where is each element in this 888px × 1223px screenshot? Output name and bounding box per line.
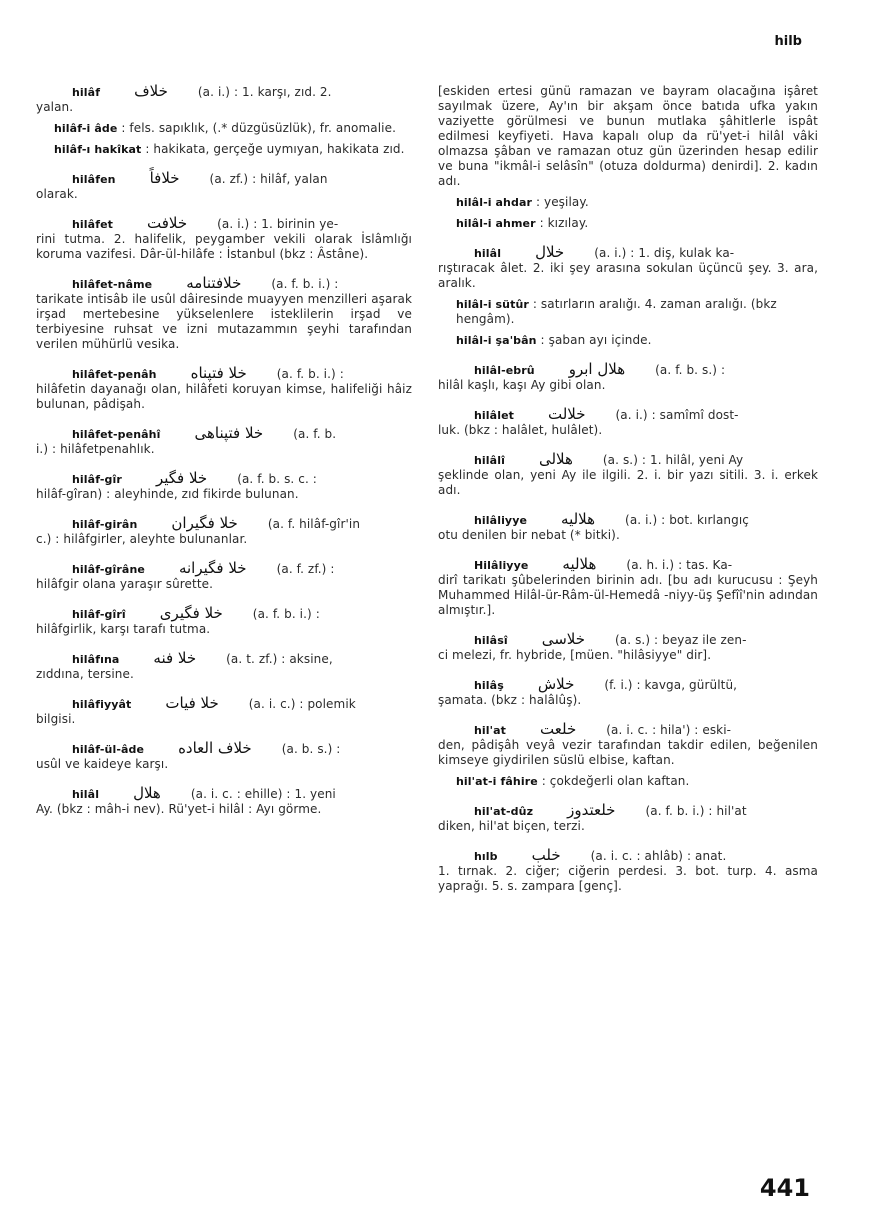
page-number: 441 [759,1174,810,1202]
entry-headword: hilâfet-penâhî [72,428,161,441]
sub-definition: : çokdeğerli olan kaftan. [541,774,690,788]
entry-definition: yalan. [36,100,74,114]
entry-definition: i.) : hilâfetpenahlık. [36,442,155,456]
sub-definition: : hakikata, gerçeğe uymıyan, hakikata zıd. [145,142,405,156]
entry-definition: usûl ve kaideye karşı. [36,757,169,771]
entry-grammar: (a. i.) : bot. kırlangıç [625,513,749,527]
entry-headword: Hilâliyye [474,559,529,572]
dictionary-entry [438,632,818,663]
entry-grammar: (a. h. i.) : tas. Ka- [626,558,733,572]
sub-headword: hilâl-i ahdar [456,196,533,209]
entry-arabic: هلاليه [562,555,597,573]
entry-headword: hil'at [474,724,507,737]
sub-headword: hilâf-ı hakîkat [54,143,142,156]
sub-entry [438,195,818,210]
sub-headword: hilâl-i şa'bân [456,334,537,347]
entry-arabic: هلال [133,784,161,802]
sub-definition: : kızılay. [539,216,589,230]
entry-grammar: (a. i. c. : ahlâb) : anat. [590,849,727,863]
entry-definition: hilâfgir olana yaraşır sûrette. [36,577,214,591]
entry-arabic: هلالی [538,450,573,468]
dictionary-entry [36,84,412,115]
dictionary-entry [36,471,412,502]
dictionary-entry [36,696,412,727]
entry-arabic: خلاف [134,82,168,100]
entry-headword: hilâfet-penâh [72,368,157,381]
entry-arabic: خلا فتپناه [190,364,247,382]
dictionary-entry [438,512,818,543]
entry-arabic: خلا فتپناهی [194,424,264,442]
dictionary-entry [36,216,412,262]
entry-arabic: خلعت [540,720,577,738]
dictionary-entry [36,426,412,457]
entry-definition: diken, hil'at biçen, terzi. [438,819,585,833]
dictionary-entry [36,741,412,772]
entry-definition: olarak. [36,187,78,201]
entry-headword: hilâl-ebrû [474,364,535,377]
entry-grammar: (a. t. zf.) : aksine, [226,652,333,666]
entry-arabic: خلا فگیرانه [178,559,247,577]
entry-arabic: هلال ابرو [568,360,626,378]
dictionary-entry [36,171,412,202]
entry-grammar: (a. i. c. : hila') : eski- [606,723,732,737]
entry-headword: hilâf-ül-âde [72,743,145,756]
entry-arabic: خلب [531,846,561,864]
entry-grammar: (a. i.) : 1. diş, kulak ka- [594,246,735,260]
entry-grammar: (a. i. c.) : polemik [248,697,356,711]
dictionary-entry [438,362,818,393]
right-column [438,84,818,908]
dictionary-entry [36,516,412,547]
entry-definition: Ay. (bkz : mâh-i nev). Rü'yet-i hilâl : Ayı görme. [36,802,322,816]
dictionary-entry [438,557,818,618]
entry-definition: 1. tırnak. 2. ciğer; ciğerin perdesi. 3. bot. turp. 4. asma yaprağı. 5. s. zampara [genç]. [438,864,818,893]
sub-headword: hilâl-i ahmer [456,217,536,230]
entry-headword: hilâf-gîr [72,473,122,486]
entry-arabic: خلال [535,243,565,261]
entry-headword: hilâfet [72,218,113,231]
dictionary-entry [438,677,818,708]
entry-grammar: (a. f. b. i.) : [276,367,344,381]
entry-headword: hilâlet [474,409,514,422]
dictionary-entry [36,786,412,817]
dictionary-entry [36,561,412,592]
entry-headword: hilâfiyyât [72,698,132,711]
entry-grammar: (a. i.) : 1. karşı, zıd. 2. [197,85,332,99]
sub-entry [36,142,412,157]
entry-grammar: (a. zf.) : hilâf, yalan [209,172,328,186]
entry-arabic: خلا فگیری [159,604,223,622]
entry-grammar: (f. i.) : kavga, gürültü, [604,678,738,692]
entry-grammar: (a. f. hilâf-gîr'in [267,517,361,531]
entry-arabic: خلعتدوز [567,801,616,819]
entry-grammar: (a. f. b. s.) : [655,363,726,377]
running-head: hilb [774,34,802,49]
entry-grammar: (a. i.) : samîmî dost- [615,408,739,422]
entry-definition: hilâl kaşlı, kaşı Ay gibi olan. [438,378,606,392]
entry-definition: den, pâdişâh veyâ vezir tarafından takdir edilen, beğenilen kimseye giydirilen süslü elbise, kaftan. [438,738,818,767]
sub-headword: hil'at-i fâhire [456,775,538,788]
dictionary-entry [438,245,818,291]
entry-headword: hilâf [72,86,101,99]
entry-arabic: خلاسی [541,630,586,648]
entry-grammar: (a. f. b. i.) : [252,607,320,621]
entry-arabic: خلافت [147,214,188,232]
sub-definition: : fels. sapıklık, (.* düzgüsüzlük), fr. anomalie. [121,121,396,135]
entry-definition: rıştıracak âlet. 2. iki şey arasına sokulan üçüncü şey. 3. ara, aralık. [438,261,818,290]
entry-headword: hilâfına [72,653,120,666]
dictionary-entry [438,407,818,438]
entry-grammar: (a. b. s.) : [281,742,341,756]
dictionary-entry [438,848,818,894]
entry-headword: hilâf-gîrâne [72,563,145,576]
entry-definition: tarikate intisâb ile usûl dâiresinde muayyen menzilleri aşarak irşad mertebesine yükselenlere isteklilerin irşad ve terbiyesine ruhsat ve izni mutazammın şeyhi tarafından verilen mühürlü vesika. [36,292,412,351]
sub-definition: : şaban ayı içinde. [540,333,652,347]
entry-headword: hilâf-girân [72,518,138,531]
entry-headword: hilâş [474,679,504,692]
sub-entry [438,333,818,348]
entry-definition: [eskiden ertesi günü ramazan ve bayram olacağına işâret sayılmak üzere, Ay'ın bir akşam önce batıda ufka yakın vaziyette görülmesi ve bunun mutlaka şâhitlerle ispât edilmesi keyfiyeti. Hava kapalı olup da rü'yet-i hilâl vâki olmazsa şâban ve ramazan otuz gün üzerinden hesap edilir ve buna "ikmâl-i selâsîn" (otuza doldurma) denirdi]. 2. kadın adı. [438,84,818,188]
entry-definition: zıddına, tersine. [36,667,134,681]
entry-definition: ci melezi, fr. hybride, [müen. "hilâsiyye" dir]. [438,648,712,662]
entry-arabic: هلاليه [561,510,596,528]
entry-continuation [438,84,818,189]
entry-definition: rini tutma. 2. halifelik, peygamber vekili olarak İslâmlığı koruma vazifesi. Dâr-ül-hilâfe : İstanbul (bkz : Âstâne). [36,232,412,261]
entry-headword: hil'at-dûz [474,805,534,818]
sub-headword: hilâl-i sütûr [456,298,529,311]
entry-grammar: (a. s.) : beyaz ile zen- [615,633,747,647]
entry-arabic: خلافاً [149,169,180,187]
entry-definition: dirî tarikatı şûbelerinden birinin adı. [bu adı kurucusu : Şeyh Muhammed Hilâl-ür-Râm-ül-Hemedâ -niyy-üş Şefîî'nin adından almıştır.]. [438,573,819,617]
entry-headword: hilâl [72,788,100,801]
sub-definition: : yeşilay. [535,195,589,209]
entry-definition: hilâfgirlik, karşı tarafı tutma. [36,622,211,636]
entry-headword: hilâl [474,247,502,260]
entry-grammar: (a. f. b. s. c. : [237,472,317,486]
entry-arabic: خلالت [547,405,586,423]
dictionary-entry [438,452,818,498]
entry-definition: otu denilen bir nebat (* bitki). [438,528,620,542]
sub-definition: : satırların aralığı. 4. zaman aralığı. (bkz hengâm). [456,297,777,326]
entry-headword: hilâfet-nâme [72,278,153,291]
entry-definition: şamata. (bkz : halâlûş). [438,693,582,707]
entry-grammar: (a. f. b. [293,427,337,441]
entry-headword: hilâlî [474,454,505,467]
entry-headword: hılb [474,850,498,863]
dictionary-entry [36,606,412,637]
entry-definition: bilgisi. [36,712,76,726]
left-column [36,84,412,831]
entry-headword: hilâliyye [474,514,528,527]
entry-arabic: خلاف العاده [178,739,252,757]
dictionary-entry [36,651,412,682]
entry-arabic: خلا فگیران [171,514,238,532]
entry-arabic: خلا فیات [165,694,219,712]
dictionary-entry [36,366,412,412]
dictionary-entry [36,276,412,352]
sub-entry [36,121,412,136]
entry-definition: hilâf-gîran) : aleyhinde, zıd fikirde bulunan. [36,487,299,501]
entry-arabic: خلافتنامه [186,274,242,292]
entry-grammar: (a. i.) : 1. birinin ye- [217,217,339,231]
sub-entry [438,216,818,231]
entry-definition: c.) : hilâfgirler, aleyhte bulunanlar. [36,532,248,546]
entry-grammar: (a. s.) : 1. hilâl, yeni Ay [602,453,744,467]
entry-definition: luk. (bkz : halâlet, hulâlet). [438,423,603,437]
dictionary-entry [438,803,818,834]
entry-headword: hilâf-gîrî [72,608,126,621]
sub-headword: hilâf-i âde [54,122,118,135]
entry-definition: şeklinde olan, yeni Ay ile ilgili. 2. i. bir yazı sitili. 3. i. erkek adı. [438,468,818,497]
entry-arabic: خلا فگیر [155,469,208,487]
entry-grammar: (a. i. c. : ehille) : 1. yeni [190,787,336,801]
entry-headword: hilâsî [474,634,508,647]
sub-entry [438,774,818,789]
entry-headword: hilâfen [72,173,116,186]
entry-definition: hilâfetin dayanağı olan, hilâfeti koruyan kimse, halifeliği hâiz bulunan, pâdişah. [36,382,412,411]
entry-arabic: خلاش [537,675,575,693]
dictionary-entry [438,722,818,768]
entry-grammar: (a. f. b. i.) : hil'at [645,804,747,818]
sub-entry [438,297,818,327]
entry-grammar: (a. f. b. i.) : [271,277,339,291]
entry-grammar: (a. f. zf.) : [276,562,335,576]
entry-arabic: خلا فنه [153,649,197,667]
